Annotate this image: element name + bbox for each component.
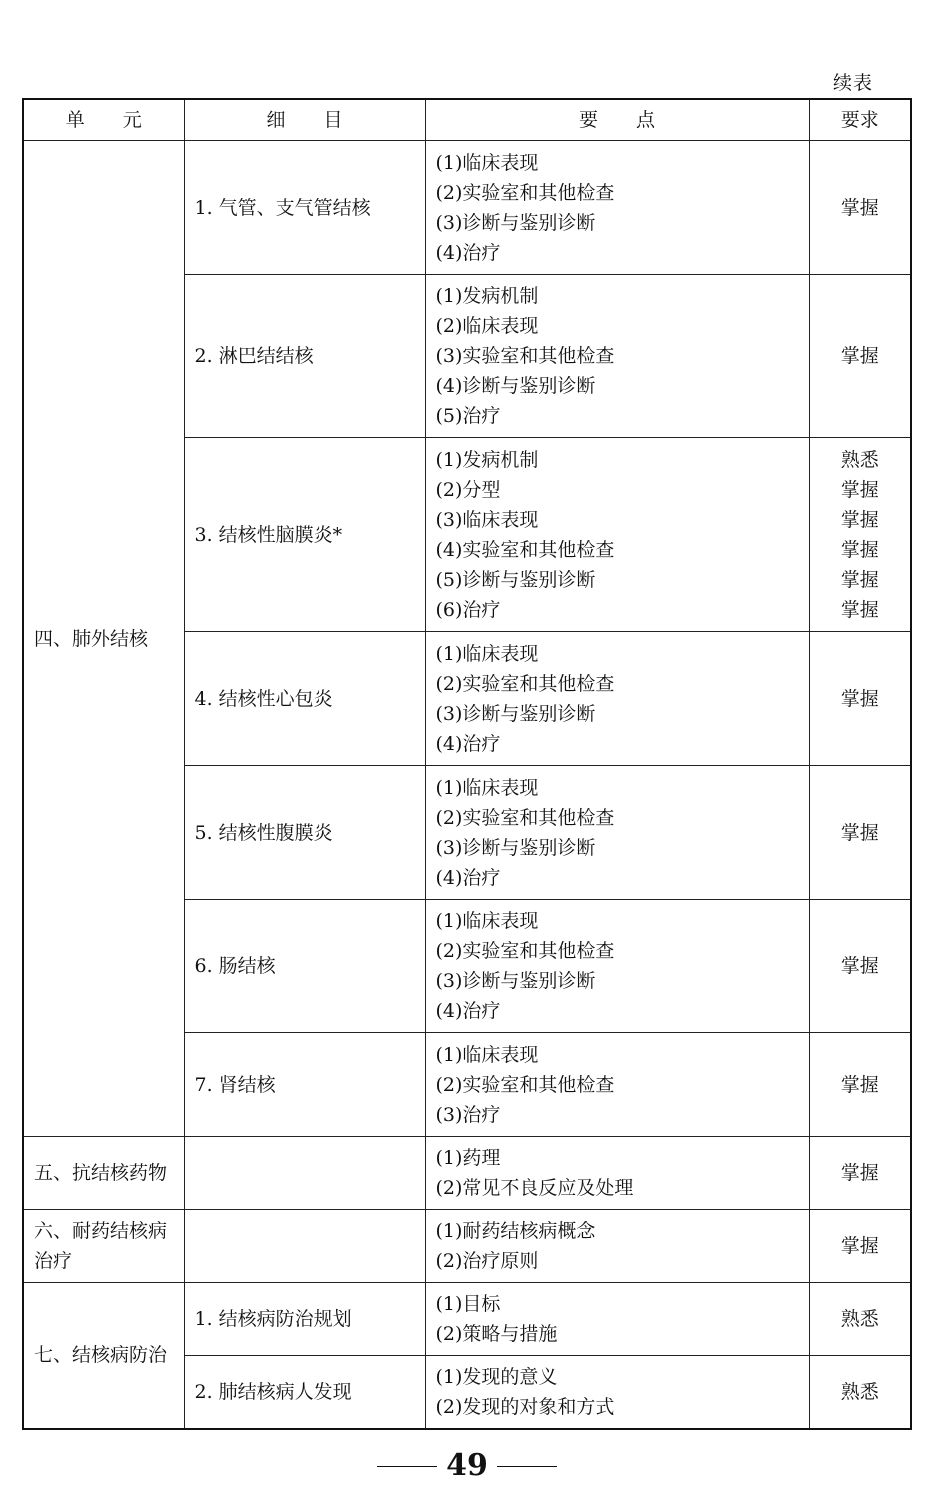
point-line: (4)治疗 — [435, 241, 501, 264]
point-line: (4)治疗 — [435, 1000, 501, 1022]
point-line: (2)实验室和其他检查 — [435, 672, 615, 695]
requirement-line: 掌握 — [840, 568, 879, 591]
unit-line: 六、耐药结核病 — [34, 1220, 168, 1242]
footer-rule-right — [497, 1466, 557, 1467]
point-line: (4)实验室和其他检查 — [435, 538, 615, 561]
point-line: (2)实验室和其他检查 — [435, 806, 615, 829]
table-header-row — [23, 99, 911, 141]
point-line: (2)策略与措施 — [435, 1323, 558, 1345]
point-line: (2)分型 — [435, 478, 501, 501]
points-cell — [425, 1356, 809, 1429]
point-line: (1)临床表现 — [435, 776, 539, 799]
unit-cell: 四、肺外结核 — [23, 141, 184, 1137]
page-footer — [0, 1446, 931, 1486]
point-line: (1)发现的意义 — [435, 1365, 558, 1388]
point-line: (2)实验室和其他检查 — [435, 940, 615, 962]
point-line: (1)临床表现 — [435, 1043, 539, 1066]
requirement-line: 熟悉 — [840, 448, 879, 471]
item-cell: 1. 气管、支气管结核 — [184, 141, 425, 275]
point-line: (3)临床表现 — [435, 508, 539, 531]
point-line: (4)诊断与鉴别诊断 — [435, 375, 596, 397]
point-line: (2)实验室和其他检查 — [435, 181, 615, 204]
points-cell — [425, 1283, 809, 1356]
item-cell: 3. 结核性脑膜炎* — [184, 438, 425, 632]
unit-cell — [23, 1210, 184, 1283]
table-row — [23, 1137, 911, 1210]
item-cell: 2. 淋巴结结核 — [184, 275, 425, 438]
point-line: (3)诊断与鉴别诊断 — [435, 702, 596, 725]
item-cell — [184, 1137, 425, 1210]
table-row — [23, 1210, 911, 1283]
requirement-line: 掌握 — [840, 598, 879, 621]
requirement-cell: 掌握 — [809, 632, 911, 766]
header-points: 要 点 — [425, 99, 809, 141]
point-line: (2)临床表现 — [435, 315, 539, 337]
point-line: (3)诊断与鉴别诊断 — [435, 836, 596, 859]
point-line: (1)临床表现 — [435, 151, 539, 174]
points-cell — [425, 632, 809, 766]
point-line: (4)治疗 — [435, 866, 501, 889]
requirement-cell: 熟悉 — [809, 1356, 911, 1429]
point-line: (2)实验室和其他检查 — [435, 1073, 615, 1096]
item-cell: 6. 肠结核 — [184, 900, 425, 1033]
item-cell: 1. 结核病防治规划 — [184, 1283, 425, 1356]
requirement-line: 掌握 — [840, 508, 879, 531]
requirement-cell: 掌握 — [809, 1137, 911, 1210]
header-unit: 单 元 — [23, 99, 184, 141]
points-cell — [425, 1033, 809, 1137]
point-line: (5)诊断与鉴别诊断 — [435, 568, 596, 591]
point-line: (2)治疗原则 — [435, 1250, 539, 1272]
point-line: (2)发现的对象和方式 — [435, 1395, 615, 1418]
point-line: (1)药理 — [435, 1147, 501, 1169]
header-requirement: 要求 — [809, 99, 911, 141]
requirement-cell: 掌握 — [809, 900, 911, 1033]
point-line: (3)实验室和其他检查 — [435, 345, 615, 367]
points-cell — [425, 438, 809, 632]
requirement-cell: 掌握 — [809, 1033, 911, 1137]
page-number: 49 — [446, 1448, 488, 1483]
unit-cell: 五、抗结核药物 — [23, 1137, 184, 1210]
point-line: (6)治疗 — [435, 598, 501, 621]
point-line: (3)诊断与鉴别诊断 — [435, 970, 596, 992]
points-cell — [425, 1137, 809, 1210]
points-cell — [425, 275, 809, 438]
point-line: (1)临床表现 — [435, 910, 539, 932]
point-line: (5)治疗 — [435, 405, 501, 427]
point-line: (3)诊断与鉴别诊断 — [435, 211, 596, 234]
table-row — [23, 141, 911, 275]
point-line: (1)耐药结核病概念 — [435, 1220, 596, 1242]
points-cell — [425, 1210, 809, 1283]
requirement-cell: 掌握 — [809, 141, 911, 275]
item-cell: 5. 结核性腹膜炎 — [184, 766, 425, 900]
points-cell — [425, 766, 809, 900]
item-cell: 7. 肾结核 — [184, 1033, 425, 1137]
exam-outline-table — [22, 98, 912, 1430]
point-line: (2)常见不良反应及处理 — [435, 1177, 634, 1199]
requirement-cell: 掌握 — [809, 766, 911, 900]
requirement-line: 掌握 — [840, 538, 879, 561]
point-line: (4)治疗 — [435, 732, 501, 755]
continued-label: 续表 — [832, 72, 873, 94]
footer-rule-left — [377, 1466, 437, 1467]
header-item: 细 目 — [184, 99, 425, 141]
item-cell: 2. 肺结核病人发现 — [184, 1356, 425, 1429]
point-line: (1)发病机制 — [435, 448, 539, 471]
requirement-cell: 掌握 — [809, 275, 911, 438]
points-cell — [425, 141, 809, 275]
unit-line: 治疗 — [34, 1250, 73, 1272]
requirement-cell: 熟悉 — [809, 1283, 911, 1356]
item-cell: 4. 结核性心包炎 — [184, 632, 425, 766]
requirement-cell — [809, 438, 911, 632]
point-line: (1)发病机制 — [435, 285, 539, 307]
point-line: (1)临床表现 — [435, 642, 539, 665]
point-line: (3)治疗 — [435, 1103, 501, 1126]
table-row — [23, 1283, 911, 1356]
points-cell — [425, 900, 809, 1033]
unit-cell: 七、结核病防治 — [23, 1283, 184, 1429]
item-cell — [184, 1210, 425, 1283]
requirement-line: 掌握 — [840, 478, 879, 501]
point-line: (1)目标 — [435, 1293, 501, 1315]
requirement-cell: 掌握 — [809, 1210, 911, 1283]
